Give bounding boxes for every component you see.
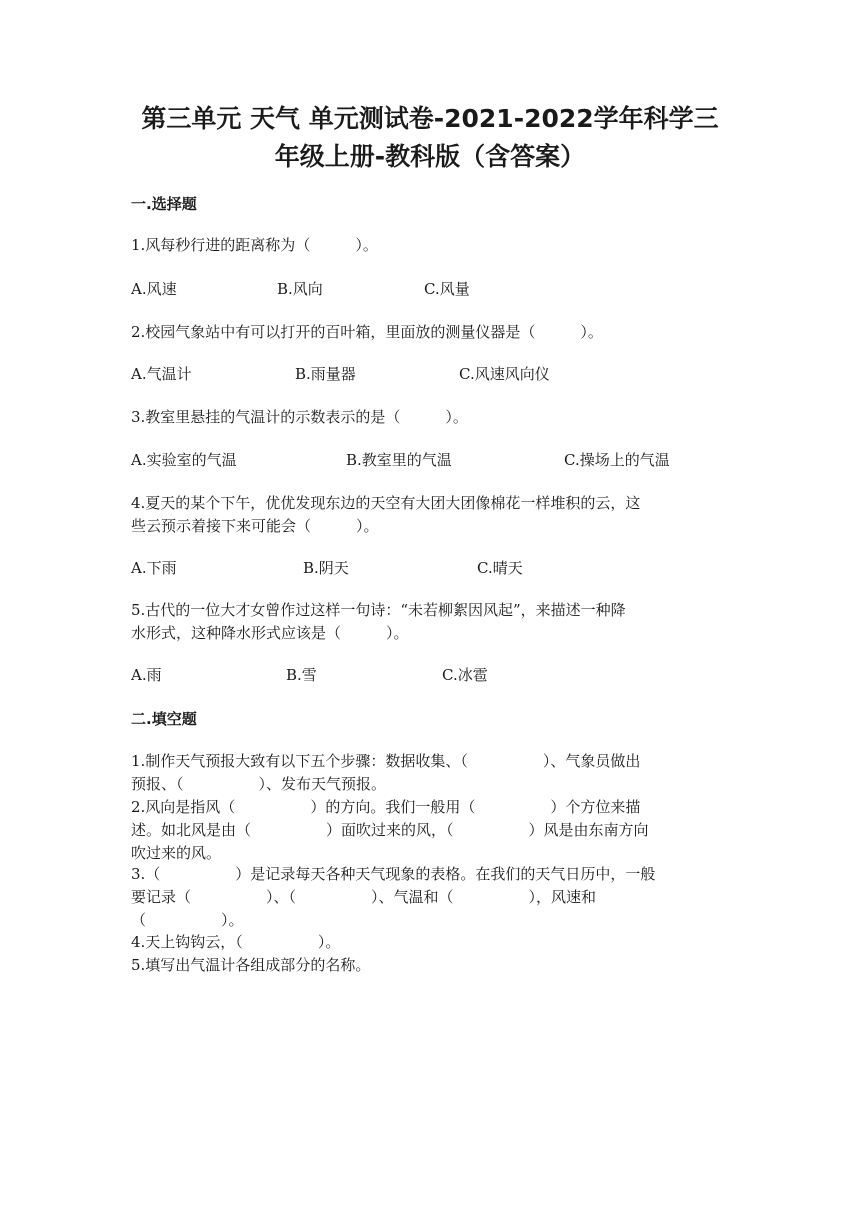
question-text: 1.风每秒行进的距离称为（ ）。 [131,236,378,254]
option-a: A.雨 [131,666,162,684]
question-text: 4.夏天的某个下午，优优发现东边的天空有大团大团像棉花一样堆积的云，这 [131,494,641,512]
option-c: C.晴天 [477,559,523,577]
option-c: C.操场上的气温 [564,451,670,469]
option-a: A.气温计 [131,365,192,383]
fill-line: （ ）。 [131,911,244,929]
question-text: 3.教室里悬挂的气温计的示数表示的是（ ）。 [131,408,468,426]
fill-line: 3.（ ）是记录每天各种天气现象的表格。在我们的天气日历中，一般 [131,865,656,883]
exam-title [110,100,750,176]
fill-line: 4.天上钩钩云，（ ）。 [131,933,341,951]
section-heading-fill: 二.填空题 [131,710,197,728]
question-text: 水形式，这种降水形式应该是（ ）。 [131,624,409,642]
option-c: C.风量 [424,280,470,298]
option-a: A.风速 [131,280,177,298]
title-line-1: 第三单元 天气 单元测试卷-2021-2022学年科学三 [141,104,719,133]
fill-line: 吹过来的风。 [131,844,222,862]
option-b: B.风向 [277,280,323,298]
section-heading-choice: 一.选择题 [131,195,197,213]
option-c: C.风速风向仪 [459,365,550,383]
option-b: B.雪 [286,666,317,684]
option-b: B.雨量器 [295,365,356,383]
option-b: B.阴天 [303,559,349,577]
fill-line: 述。如北风是由（ ）面吹过来的风，（ ）风是由东南方向 [131,821,649,839]
option-a: A.下雨 [131,559,177,577]
question-text: 2.校园气象站中有可以打开的百叶箱，里面放的测量仪器是（ ）。 [131,323,603,341]
question-text: 些云预示着接下来可能会（ ）。 [131,517,379,535]
fill-line: 1.制作天气预报大致有以下五个步骤：数据收集、（ ）、气象员做出 [131,752,641,770]
title-line-2: 年级上册-教科版（含答案） [274,142,586,171]
fill-line: 2.风向是指风（ ）的方向。我们一般用（ ）个方位来描 [131,798,641,816]
option-a: A.实验室的气温 [131,451,237,469]
fill-line: 要记录（ ）、（ ）、气温和（ ），风速和 [131,888,597,906]
fill-line: 5.填写出气温计各组成部分的名称。 [131,956,371,974]
question-text: 5.古代的一位大才女曾作过这样一句诗：“未若柳絮因风起”，来描述一种降 [131,601,626,619]
fill-line: 预报、（ ）、发布天气预报。 [131,775,387,793]
option-b: B.教室里的气温 [346,451,452,469]
option-c: C.冰雹 [442,666,488,684]
